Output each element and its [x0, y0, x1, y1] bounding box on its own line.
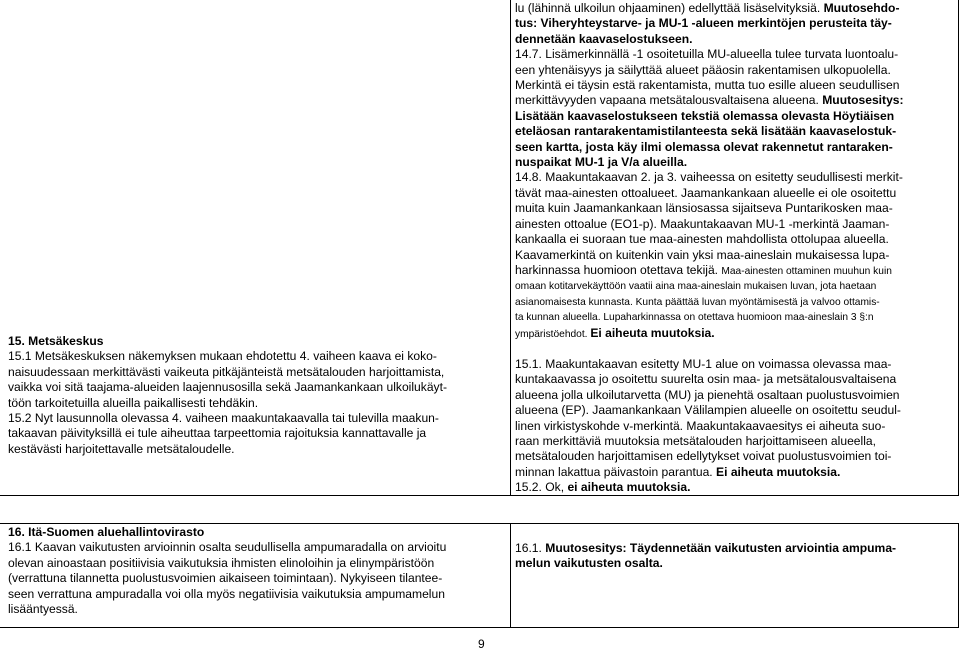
text-line: metsätalouden harjoittamisen edellytykset voivat puolustusvoimien toi- — [515, 449, 892, 464]
table-bottom-rule — [0, 627, 959, 628]
text-line: ta kunnan alueella. Lupaharkinnassa on otettava huomioon maa-aineslain 3 §:n — [515, 312, 874, 324]
text-line: Kaavamerkintä on kuitenkin vain yksi maa-aineslain mukaisessa lupa- — [515, 247, 890, 262]
column-divider-top — [510, 0, 511, 495]
text-line: melun vaikutusten osalta. — [515, 556, 663, 571]
text-line: nuspaikat MU-1 ja V/a alueilla. — [515, 155, 688, 170]
text-line: alueena (EP). Jaamankankaan Välilampien alueelle on osoitettu seudul- — [515, 403, 901, 418]
text-line: Lisätään kaavaselostukseen tekstiä olemassa olevasta Höytiäisen — [515, 108, 895, 123]
text-line: een yhtenäisyys ja säilyttää alueet pääosin rakentamisen ulkopuolella. — [515, 62, 891, 77]
text-line: vaikka voi sitä taajama-alueiden laajennusosilla sekä Jaamankankaan ulkoilukäyt- — [8, 380, 447, 395]
table-right-edge-top — [958, 0, 959, 495]
text-line: seen verrattuna ampuradalla voi olla myös negatiivisia vaikutuksia ampumamelun — [8, 586, 445, 601]
text-line: seen kartta, josta käy ilmi olemassa olevat rakennetut rantaraken- — [515, 139, 893, 154]
text-line: 16.1. Muutosesitys: Täydennetään vaikutusten arviointia ampuma- — [515, 541, 897, 555]
text-line: 15.1 Metsäkeskuksen näkemyksen mukaan ehdotettu 4. vaiheen kaava ei koko- — [8, 349, 437, 364]
text-line: kankaalla ei suoraan tue maa-ainesten mahdollista ottolupaa alueella. — [515, 232, 889, 247]
text-line: dennetään kaavaselostukseen. — [515, 31, 693, 46]
text-line: 16.1 Kaavan vaikutusten arvioinnin osalta seudullisella ampumaradalla on arvioitu — [8, 540, 447, 555]
response-16-cell — [515, 541, 955, 572]
text-line: Merkintä ei täysin estä rakentamista, mutta tuo esille alueen seudullisen — [515, 78, 900, 93]
text-line: alueena jolla ulkoilutarvetta (MU) ja pienehtä osaltaan puolustusvoimien — [515, 387, 900, 402]
text-line: raan merkittäviä muutoksia metsätalouden harjoittamiseen alueella, — [515, 434, 876, 449]
text-line: lu (lähinnä ulkoilun ohjaaminen) edellyttää lisäselvityksiä. Muutosehdo- — [515, 1, 900, 15]
section-16-cell — [8, 525, 506, 617]
table-right-edge-bottom — [958, 523, 959, 628]
text-line: kuntakaavassa jo osoitettu suurelta osin maa- ja metsätalousvaltaisena — [515, 372, 897, 387]
text-line: 14.7. Lisämerkinnällä -1 osoitetuilla MU-alueella tulee turvata luontoalu- — [515, 47, 899, 62]
text-line: harkinnassa huomioon otettava tekijä. Maa-ainesten ottaminen muuhun kuin — [515, 262, 892, 277]
section-15-cell — [8, 334, 506, 457]
response-15-cell — [515, 357, 955, 496]
text-line: 15.2 Nyt lausunnolla olevassa 4. vaiheen maakuntakaavalla tai tulevilla maakun- — [8, 411, 439, 426]
text-line: olevan ainoastaan positiivisia vaikutuksia ihmisten elinoloihin ja elinympäristöön — [8, 555, 435, 570]
text-line: ympäristöehdot. Ei aiheuta muutoksia. — [515, 325, 715, 340]
text-line: tus: Viheryhteystarve- ja MU-1 -alueen merkintöjen perusteita täy- — [515, 16, 892, 31]
text-line: muita kuin Jaamankankaan länsiosassa sijaitseva Puntarikosken maa- — [515, 201, 893, 216]
text-line: merkittävyyden vapaana metsätalousvaltaisena alueena. Muutosesitys: — [515, 93, 904, 108]
text-line: tävät maa-ainesten ottoalueet. Jaamankankaan alueelle ei ole osoitettu — [515, 185, 897, 200]
text-line: 15.1. Maakuntakaavan esitetty MU-1 alue on voimassa olevassa maa- — [515, 357, 892, 371]
text-line: töön tarkoitetuilla alueilla paikallisesti tehdäkin. — [8, 395, 259, 410]
text-line: (verrattuna tilannetta puolustusvoimien aikaiseen toimintaan). Nykyiseen tilantee- — [8, 571, 443, 586]
text-line: ainesten ottoalue (EO1-p). Maakuntakaavan MU-1 -merkintä Jaaman- — [515, 216, 890, 231]
text-line: linen virkistyskohde v-merkintä. Maakuntakaavaesitys ei aiheuta suo- — [515, 418, 886, 433]
text-line: kestävästi harjoitettavalle metsätaloudelle. — [8, 441, 235, 456]
text-line: lisääntyessä. — [8, 602, 78, 617]
text-line: 15.2. Ok, ei aiheuta muutoksia. — [515, 480, 691, 495]
text-line: eteläosan rantarakentamistilanteesta sekä lisätään kaavaselostuk- — [515, 124, 897, 139]
text-line: 14.8. Maakuntakaavan 2. ja 3. vaiheessa on esitetty seudullisesti merkit- — [515, 170, 903, 185]
row-top-rule-16 — [0, 523, 959, 524]
page-number: 9 — [478, 637, 485, 651]
section-15-heading: 15. Metsäkeskus — [8, 334, 104, 348]
text-line: naisuudessaan merkittävästi vaikeuta pitkäjänteistä metsätalouden harjoittamista, — [8, 364, 445, 379]
section-16-heading: 16. Itä-Suomen aluehallintovirasto — [8, 525, 205, 539]
text-line: omaan kotitarvekäyttöön vaatii aina maa-aineslain mukaisen luvan, jota haetaan — [515, 281, 877, 293]
response-14-cell — [515, 1, 955, 342]
column-divider-bottom — [510, 523, 511, 628]
text-line: minnan lakattua päivastoin parantua. Ei aiheuta muutoksia. — [515, 464, 841, 479]
text-line: asianomaisesta kunnasta. Kunta päättää luvan myöntämisestä ja valvoo ottamis- — [515, 296, 880, 308]
text-line: takaavan päivityksillä ei tule aiheuttaa tarpeettomia rajoituksia kannattavalle ja — [8, 426, 427, 441]
